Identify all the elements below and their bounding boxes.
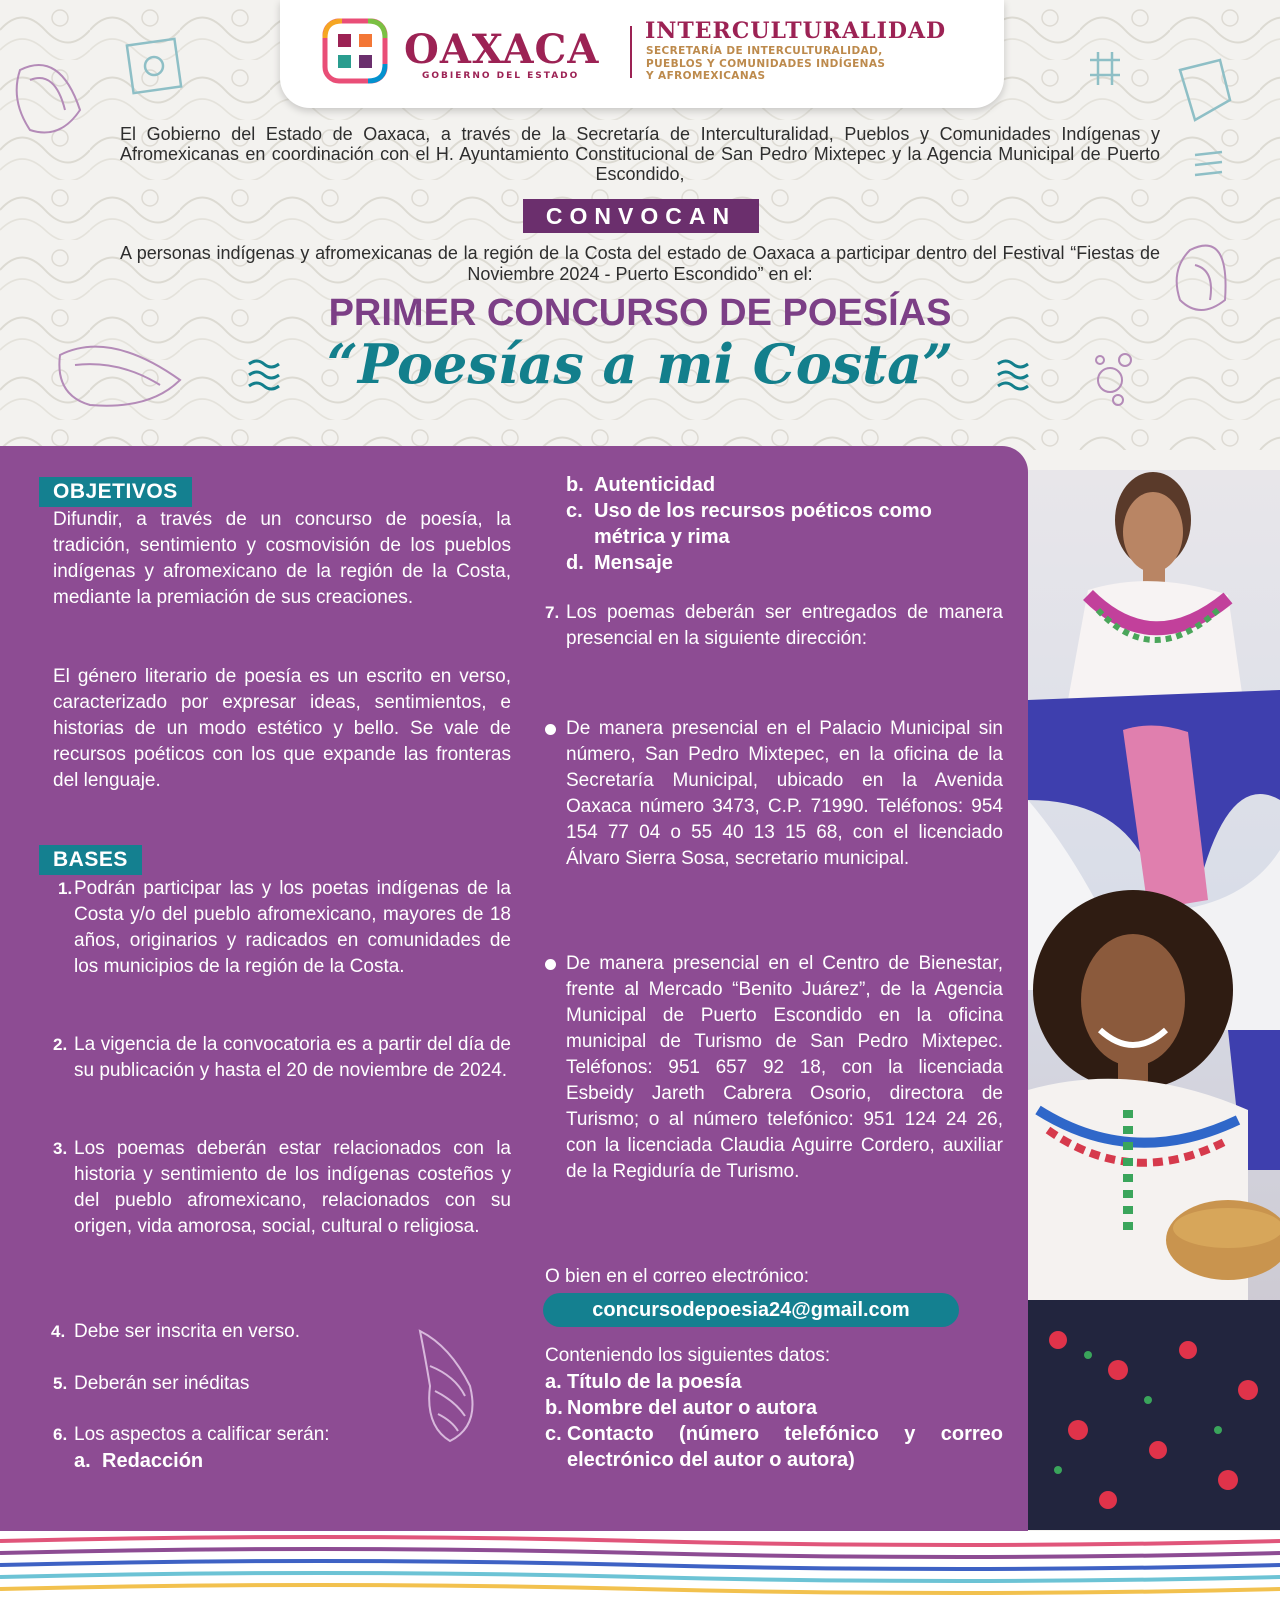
criteria-letter: d. [566,552,584,574]
criteria-item: Autenticidad [594,474,716,496]
bullet-icon [545,959,556,970]
criteria-letter: a. [74,1450,91,1472]
base-item-2: La vigencia de la convocatoria es a partir del día de su publicación y hasta el 20 de noviembre de 2024. [74,1034,511,1081]
objetivos-paragraph-1: Difundir, a través de un concurso de poesía, la tradición, sentimiento y cosmovisión de los pueblos indígenas y afromexicano de la región de la Costa, mediante la premiación de sus creaciones. [53,509,511,608]
base-number: 7. [545,603,560,622]
department-line: Y AFROMEXICANAS [646,70,766,82]
department-line: PUEBLOS Y COMUNIDADES INDÍGENAS [646,57,886,70]
criteria-letter: b. [566,474,584,496]
base-item-6: Los aspectos a calificar serán: [74,1424,330,1445]
dancers-illustration [1028,470,1280,1530]
contest-subtitle: “Poesías a mi Costa” [326,332,954,396]
header-divider [630,26,632,78]
location-1: De manera presencial en el Palacio Municipal sin número, San Pedro Mixtepec, en la oficina de la Secretaría Municipal, ubicado en la Avenida Oaxaca número 3473, C.P. 71990. Teléfonos: 954 154 77 04 o 55 40 13 15 68, con el licenciado Álvaro Sierra Sosa, secretario municipal. [566,718,1003,869]
base-number: 5. [53,1374,68,1393]
base-item-5: Deberán ser inéditas [74,1373,250,1394]
data-letter: c. [545,1423,562,1445]
criteria-item: Mensaje [594,552,673,574]
content-panel [0,446,1028,1531]
shell-icon [410,1326,490,1446]
criteria-letter: c. [566,500,583,522]
invite-paragraph: A personas indígenas y afromexicanas de la región de la Costa del estado de Oaxaca a participar dentro del Festival “Fiestas de Noviembre 2024 - Puerto Escondido” en el: [120,243,1160,284]
base-item-7: Los poemas deberán ser entregados de manera presencial en la siguiente dirección: [566,602,1003,649]
criteria-item: Uso de los recursos poéticos como métrica y rima [594,500,932,548]
criteria-item: Redacción [102,1450,204,1472]
email-intro: O bien en el correo electrónico: [545,1266,810,1287]
convocan-label: CONVOCAN [523,199,759,233]
base-number: 2. [53,1035,68,1054]
data-letter: a. [545,1371,562,1393]
base-number: 1. [58,879,73,898]
data-item: Contacto (número telefónico y correo electrónico del autor o autora) [567,1423,1003,1471]
department-title: INTERCULTURALIDAD [645,18,947,44]
contest-title: PRIMER CONCURSO DE POESÍAS [328,292,952,334]
base-number: 6. [53,1425,68,1444]
decorative-stripes [0,1531,1280,1600]
intro-paragraph: El Gobierno del Estado de Oaxaca, a través de la Secretaría de Interculturalidad, Pueblos y Comunidades Indígenas y Afromexicanas en coordinación con el H. Ayuntamiento Constitucional de San Pedro Mixtepec y la Agencia Municipal de Puerto Escondido, [120,124,1160,184]
email-link[interactable]: concursodepoesia24@gmail.com [543,1293,959,1327]
objetivos-paragraph-2: El género literario de poesía es un escrito en verso, caracterizado por expresar ideas, sentimientos, e historias de un modo estético y bello. Se vale de recursos poéticos con los que expande las fronteras del lenguaje. [53,666,511,791]
data-intro: Conteniendo los siguientes datos: [545,1345,831,1366]
bullet-icon [545,724,556,735]
base-number: 4. [51,1322,66,1341]
bases-heading: BASES [39,845,142,875]
brand-name: OAXACA [404,26,600,73]
department-line: SECRETARÍA DE INTERCULTURALIDAD, [646,45,883,57]
department-name [646,45,885,83]
base-item-3: Los poemas deberán estar relacionados con la historia y sentimiento de los indígenas costeños y del pueblo afromexicano, relacionados con su origen, vida amorosa, social, cultural o religiosa. [74,1138,511,1237]
objetivos-heading: OBJETIVOS [39,477,192,507]
oaxaca-logo-icon [322,18,388,84]
base-item-4: Debe ser inscrita en verso. [74,1321,300,1342]
location-2: De manera presencial en el Centro de Bienestar, frente al Mercado “Benito Juárez”, de la Agencia Municipal de Puerto Escondido en la oficina municipal de Turismo de San Pedro Mixtepec. Teléfonos: 951 657 92 18, con la licenciada Esbeidy Jareth Cabrera Osorio, directora de Turismo; o al número telefónico: 951 124 24 26, con la licenciada Claudia Aguirre Cordero, auxiliar de la Regiduría de Turismo. [566,953,1003,1182]
brand-subtitle: GOBIERNO DEL ESTADO [422,71,580,81]
wave-lines-icon [996,358,1030,392]
header-card [280,0,1004,108]
data-letter: b. [545,1397,563,1419]
photo-dancers [1028,470,1280,1530]
data-item: Nombre del autor o autora [567,1397,818,1419]
wave-lines-icon [247,358,281,392]
base-number: 3. [53,1139,68,1158]
base-item-1: Podrán participar las y los poetas indígenas de la Costa y/o del pueblo afromexicano, mayores de 18 años, originarios y radicados en comunidades de los municipios de la región de la Costa. [74,878,511,977]
data-item: Título de la poesía [567,1371,742,1393]
